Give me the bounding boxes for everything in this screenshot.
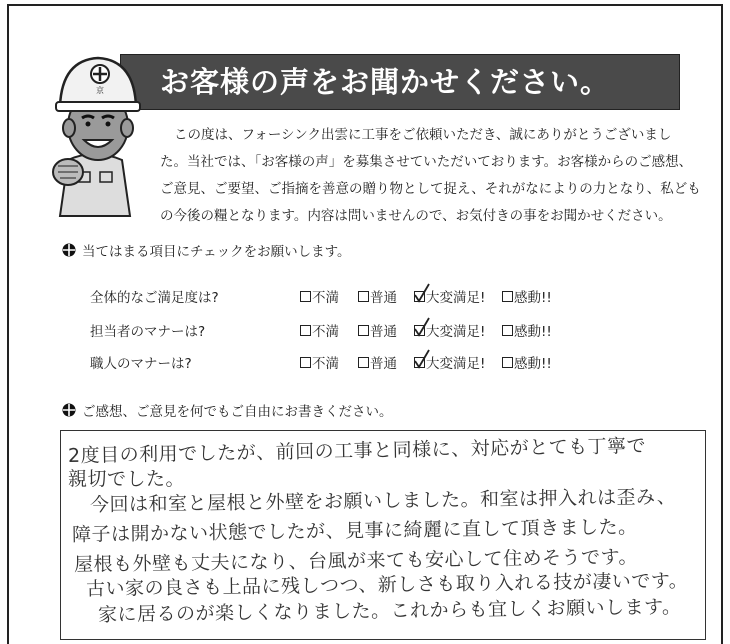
diamond-bullet-icon [62,243,76,257]
survey-question: 全体的なご満足度は? [90,290,219,306]
checkbox[interactable] [358,325,369,336]
helmet-label: 京 [96,86,104,95]
checkbox[interactable] [358,291,369,302]
checkmark-icon [413,317,431,337]
mascot-worker-icon [38,40,150,220]
comment-line: 古い家の良さも上品に残しつつ、新しさも取り入れる技が凄いです。 [85,569,689,601]
survey-question: 職人のマナーは? [90,356,192,372]
checkbox-checked[interactable] [414,357,425,368]
intro-line: ご意見、ご要望、ご指摘を善意の贈り物として捉え、それがなによりの力となり、私ども [160,181,701,197]
survey-heading-text: 当てはまる項目にチェックをお願いします。 [82,244,351,260]
survey-row [90,352,650,372]
comments-heading-text: ご感想、ご意見を何でもご自由にお書きください。 [82,404,393,420]
option-futsu[interactable]: 普通 [358,286,397,306]
checkbox[interactable] [502,325,513,336]
option-fuman[interactable]: 不満 [300,320,339,340]
checkbox[interactable] [300,357,311,368]
checkbox-checked[interactable] [414,325,425,336]
survey-question: 担当者のマナーは? [90,324,206,340]
checkbox[interactable] [300,291,311,302]
comment-line: 親切でした。 [68,468,186,490]
comment-line: 障子は開かない状態でしたが、見事に綺麗に直して頂きました。 [71,516,638,546]
comment-line: 2度目の利用でしたが、前回の工事と同様に、対応がとても丁寧で [67,434,647,468]
checkmark-icon [413,349,431,369]
comment-line: 今回は和室と屋根と外壁をお願いしました。和室は押入れは歪み、 [89,485,677,517]
diamond-bullet-icon [62,403,76,417]
option-fuman[interactable]: 不満 [300,352,339,372]
option-fuman[interactable]: 不満 [300,286,339,306]
option-kando[interactable]: 感動!! [502,352,552,372]
intro-paragraph [160,122,700,230]
option-taihen-manzoku[interactable]: 大変満足! [414,352,485,372]
survey-row [90,286,650,306]
checkbox[interactable] [358,357,369,368]
checkbox-checked[interactable] [414,291,425,302]
checkbox[interactable] [502,291,513,302]
survey-heading [62,240,351,260]
intro-line: た。当社では、「お客様の声」を募集させていただいております。お客様からのご感想、 [160,154,693,170]
comment-line: 家に居るのが楽しくなりました。これからも宜しくお願いします。 [97,595,682,627]
option-taihen-manzoku[interactable]: 大変満足! [414,320,485,340]
option-futsu[interactable]: 普通 [358,352,397,372]
option-futsu[interactable]: 普通 [358,320,397,340]
checkbox[interactable] [502,357,513,368]
page-title: お客様の声をお聞かせください。 [160,65,611,99]
survey-row [90,320,650,340]
option-taihen-manzoku[interactable]: 大変満足! [414,286,485,306]
comments-heading [62,400,393,420]
checkbox[interactable] [300,325,311,336]
option-kando[interactable]: 感動!! [502,286,552,306]
comment-line: 屋根も外壁も丈夫になり、台風が来ても安心して住めそうです。 [73,546,639,576]
checkmark-icon [413,283,431,303]
intro-line: の今後の糧となります。内容は問いませんので、お気付きの事をお聞かせください。 [160,208,672,224]
intro-line: この度は、フォーシンク出雲に工事をご依頼いただき、誠にありがとうございまし [174,127,672,143]
option-kando[interactable]: 感動!! [502,320,552,340]
